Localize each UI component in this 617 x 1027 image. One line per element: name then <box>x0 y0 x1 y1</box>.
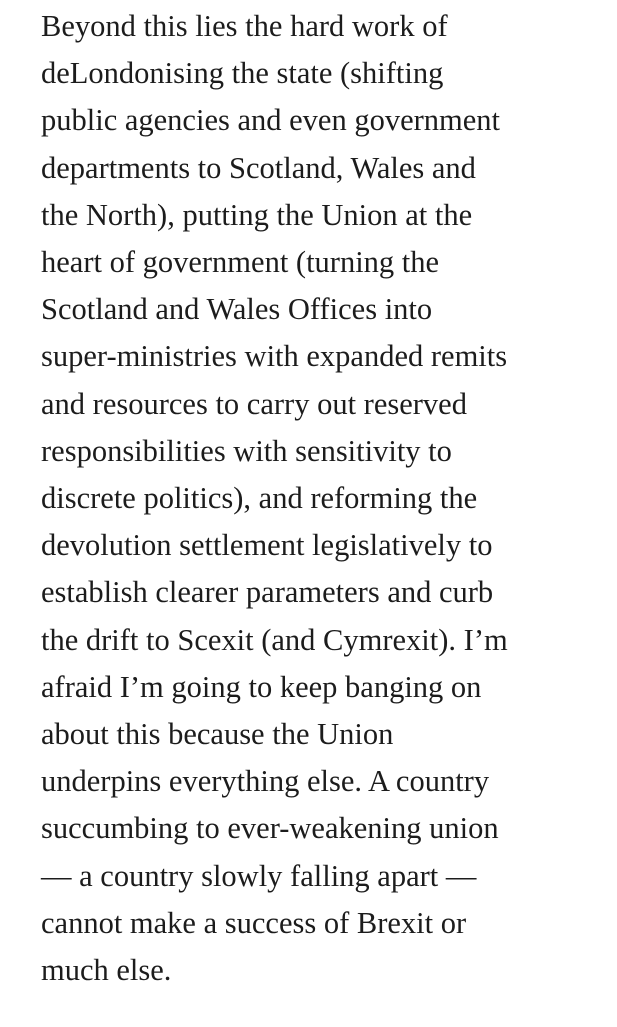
paragraph-line: Scotland and Wales Offices into <box>41 292 433 327</box>
paragraph-line: and resources to carry out reserved <box>41 386 467 421</box>
paragraph-line: much else. <box>41 953 172 988</box>
paragraph-line: the drift to Scexit (and Cymrexit). I’m <box>41 622 508 657</box>
paragraph-line: — a country slowly falling apart — <box>41 858 477 893</box>
paragraph-line: about this because the Union <box>41 717 394 752</box>
paragraph-line: departments to Scotland, Wales and <box>41 150 476 185</box>
paragraph-line: responsibilities with sensitivity to <box>41 433 452 468</box>
paragraph-line: succumbing to ever-weakening union <box>41 811 499 846</box>
paragraph-line: establish clearer parameters and curb <box>41 575 494 610</box>
paragraph-line: public agencies and even government <box>41 103 501 138</box>
paragraph-line: the North), putting the Union at the <box>41 197 473 232</box>
paragraph-line: cannot make a success of Brexit or <box>41 905 467 940</box>
paragraph-line: discrete politics), and reforming the <box>41 481 478 516</box>
paragraph-line: afraid I’m going to keep banging on <box>41 669 482 704</box>
paragraph-line: heart of government (turning the <box>41 245 440 280</box>
paragraph-line: underpins everything else. A country <box>41 764 490 799</box>
paragraph-line: super-ministries with expanded remits <box>41 339 508 374</box>
paragraph-line: Beyond this lies the hard work of <box>41 9 448 43</box>
article-paragraph <box>41 3 611 994</box>
paragraph-line: deLondonising the state (shifting <box>41 56 444 91</box>
paragraph-line: devolution settlement legislatively to <box>41 528 493 563</box>
